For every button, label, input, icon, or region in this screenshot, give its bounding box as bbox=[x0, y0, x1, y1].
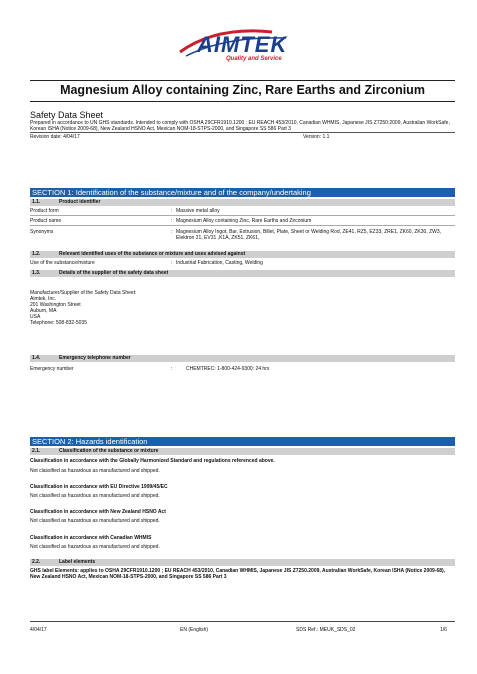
colon: : bbox=[171, 366, 173, 372]
footer-rule bbox=[30, 621, 455, 622]
section-2-header: SECTION 2: Hazards identification bbox=[30, 437, 455, 446]
footer-sds-ref: SDS Ref.: MEUK_SDS_02 bbox=[296, 627, 356, 633]
label-elements-text: GHS label Elements: applies to OSHA 29CFR1910.1200 ; EU REACH 453/2010, Canadian WHMIS, Japanese JIS Z7250.2009, Australian WorkSafe, Korean ISHA (Notice 2009-68), New Zealand HSNO Act, Mexican NOM-18-STPS-2000, and Singapore SS 586 Part 3 bbox=[30, 568, 446, 580]
nz-classification-text: Not classified as hazardous as manufactured and shipped. bbox=[30, 518, 160, 524]
product-form-label: Product form bbox=[30, 208, 59, 214]
synonyms-value: Magnesium Alloy Ingot, Bar, Extrusion, Billet, Plate, Sheet or Welding Rod, ZE41, RZ5, EZ33, ZRE1, ZK60, ZK30, ZW3, Elektron 21, EV31 ,K1A, ZK51, ZK61, bbox=[176, 229, 442, 241]
subsection-number: 2.2. bbox=[32, 559, 41, 565]
supplier-line: Telephone: 508-832-5035 bbox=[30, 320, 87, 326]
product-name-label: Product name bbox=[30, 218, 62, 224]
revision-rule bbox=[30, 132, 455, 133]
subsection-title: Relevant identified uses of the substance or mixture and uses advised against bbox=[59, 251, 246, 257]
emergency-label: Emergency number bbox=[30, 366, 74, 372]
subsection-number: 1.3. bbox=[32, 270, 41, 276]
subsection-2-2 bbox=[30, 559, 455, 566]
supplier-block bbox=[30, 290, 136, 326]
subsection-number: 1.1. bbox=[32, 199, 41, 205]
logo-tagline: Quality and Service bbox=[226, 56, 282, 62]
supplier-line: Manufacturer/Supplier of the Safety Data Sheet: bbox=[30, 290, 137, 296]
ca-classification-text: Not classified as hazardous as manufactured and shipped. bbox=[30, 544, 160, 550]
subsection-1-1 bbox=[30, 199, 455, 206]
subsection-title: Emergency telephone number bbox=[59, 355, 131, 361]
eu-classification-heading: Classification in accordance with EU Directive 1999/45/EC bbox=[30, 484, 168, 490]
subsection-number: 1.2. bbox=[32, 251, 41, 257]
subsection-title: Label elements bbox=[59, 559, 96, 565]
subsection-number: 2.1. bbox=[32, 448, 41, 454]
footer-language: EN (English) bbox=[180, 627, 209, 633]
subsection-title: Details of the supplier of the safety data sheet bbox=[59, 270, 169, 276]
subsection-1-4 bbox=[30, 355, 455, 362]
ghs-classification-heading: Classification in accordance with the Globally Harmonized Standard and regulations referenced above. bbox=[30, 458, 275, 464]
product-name-value: Magnesium Alloy containing Zinc, Rare Earths and Zirconium bbox=[176, 218, 312, 224]
supplier-line: 201 Washington Street bbox=[30, 302, 81, 308]
colon: : bbox=[171, 218, 173, 224]
subsection-1-2 bbox=[30, 251, 455, 258]
title-top-rule bbox=[30, 80, 455, 81]
row-divider bbox=[30, 225, 455, 226]
colon: : bbox=[171, 260, 173, 266]
title-bottom-rule bbox=[30, 101, 455, 102]
subsection-1-3 bbox=[30, 270, 455, 277]
sds-label: Safety Data Sheet bbox=[30, 110, 104, 120]
supplier-line: Aimtek, Inc. bbox=[30, 296, 57, 302]
product-form-value: Massive metal alloy bbox=[176, 208, 220, 214]
version-number: Version: 1.1 bbox=[303, 134, 330, 140]
supplier-line: USA bbox=[30, 314, 41, 320]
subsection-number: 1.4. bbox=[32, 355, 41, 361]
ca-classification-heading: Classification in accordance with Canadian WHMIS bbox=[30, 535, 152, 541]
row-divider bbox=[30, 215, 455, 216]
eu-classification-text: Not classified as hazardous as manufactured and shipped. bbox=[30, 493, 160, 499]
logo-wordmark: AIMTEK bbox=[197, 32, 288, 57]
subsection-title: Classification of the substance or mixture bbox=[59, 448, 159, 454]
synonyms-label: Synonyms bbox=[30, 229, 54, 235]
use-label: Use of the substance/mixture bbox=[30, 260, 95, 266]
prepared-statement: Prepared in accordance to UN GHS standards. Intended to comply with OSHA 29CFR1910.1200 ; EU REACH 453/2010, Canadian WHMIS, Japanese JIS Z7250:2009, Australian WorkSafe, Korean ISHA (Notice 2009-68), New Zealand HSNO Act, Mexican NOM-18-STPS-2000, and Singapore SS 586 Part 3 bbox=[30, 120, 450, 132]
revision-date: Revision date: 4/04/17 bbox=[30, 134, 80, 140]
colon: : bbox=[171, 208, 173, 214]
use-value: Industrial Fabrication, Casting, Welding bbox=[176, 260, 263, 266]
supplier-line: Auburn, MA bbox=[30, 308, 57, 314]
ghs-classification-text: Not classified as hazardous as manufactured and shipped. bbox=[30, 468, 160, 474]
subsection-2-1 bbox=[30, 448, 455, 455]
footer-page-number: 1/6 bbox=[440, 627, 447, 633]
section-1-header: SECTION 1: Identification of the substance/mixture and of the company/undertaking bbox=[30, 188, 455, 197]
emergency-value: CHEMTREC: 1-800-424-9300: 24 hrs bbox=[186, 366, 270, 372]
nz-classification-heading: Classification in accordance with New Zealand HSNO Act bbox=[30, 509, 166, 515]
colon: : bbox=[171, 229, 173, 235]
document-title: Magnesium Alloy containing Zinc, Rare Earths and Zirconium bbox=[60, 83, 425, 97]
footer-date: 4/04/17 bbox=[30, 627, 47, 633]
subsection-title: Product identifier bbox=[59, 199, 101, 205]
